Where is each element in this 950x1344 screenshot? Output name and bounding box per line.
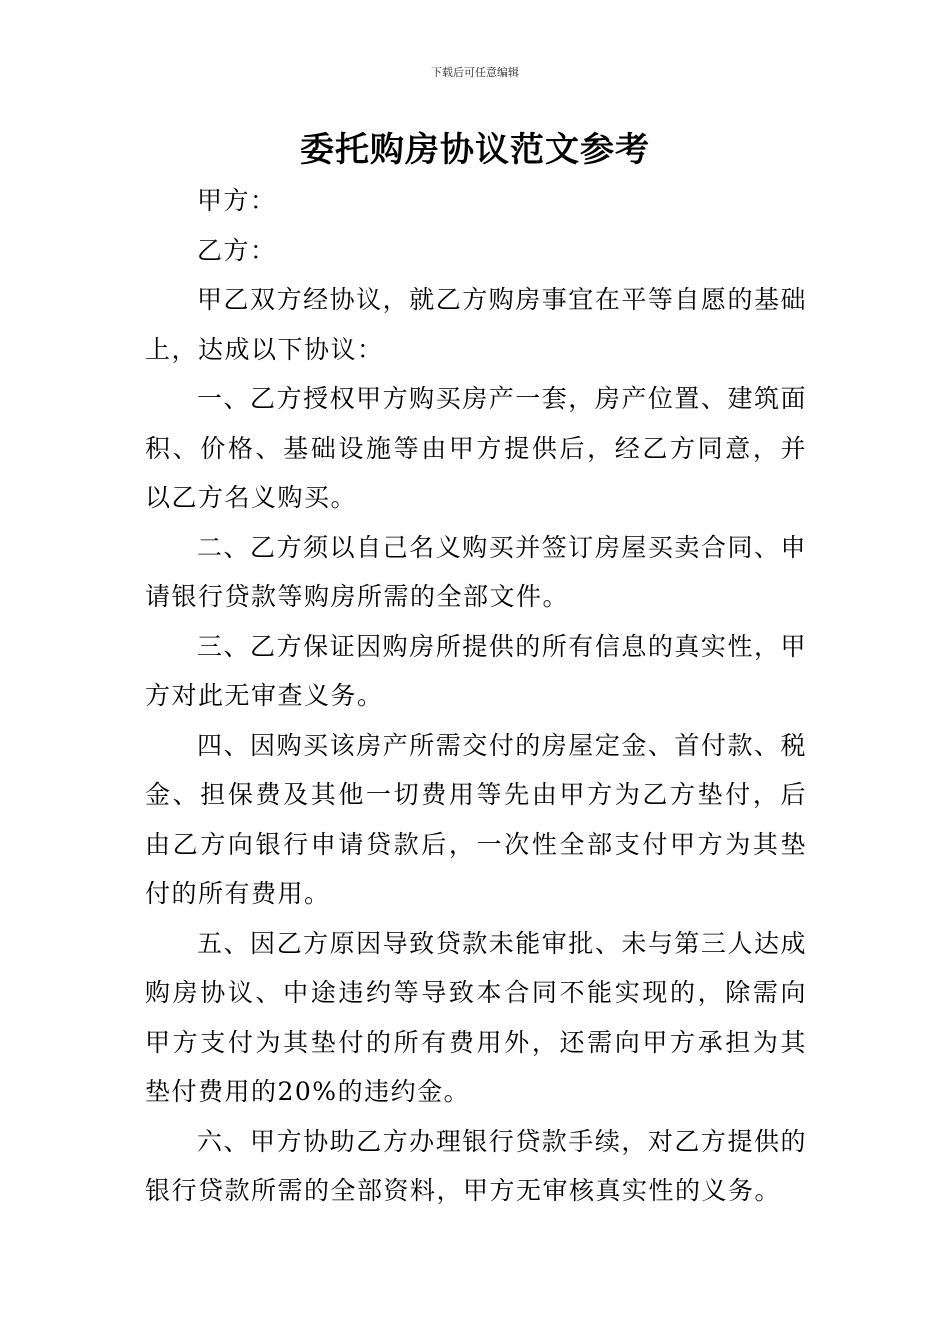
party-b-line: 乙方：	[197, 235, 277, 265]
clause-1-paragraph: 一、乙方授权甲方购买房产一套，房产位置、建筑面积、价格、基础设施等由甲方提供后，经乙方同意，并以乙方名义购买。	[145, 384, 807, 512]
clause-3-paragraph: 三、乙方保证因购房所提供的所有信息的真实性，甲方对此无审查义务。	[145, 631, 807, 710]
clause-2-paragraph: 二、乙方须以自己名义购买并签订房屋买卖合同、申请银行贷款等购房所需的全部文件。	[145, 532, 807, 611]
clause-6-paragraph: 六、甲方协助乙方办理银行贷款手续，对乙方提供的银行贷款所需的全部资料，甲方无审核真实性的义务。	[145, 1126, 807, 1205]
clause-5-paragraph: 五、因乙方原因导致贷款未能审批、未与第三人达成购房协议、中途违约等导致本合同不能实现的，除需向甲方支付为其垫付的所有费用外，还需向甲方承担为其垫付费用的20%的违约金。	[145, 928, 807, 1106]
clause-4-paragraph: 四、因购买该房产所需交付的房屋定金、首付款、税金、担保费及其他一切费用等先由甲方为乙方垫付，后由乙方向银行申请贷款后，一次性全部支付甲方为其垫付的所有费用。	[145, 730, 807, 908]
party-a-line: 甲方：	[197, 186, 277, 215]
header-note: 下载后可任意编辑	[431, 66, 519, 79]
intro-paragraph: 甲乙双方经协议，就乙方购房事宜在平等自愿的基础上，达成以下协议：	[145, 285, 807, 364]
document-title: 委托购房协议范文参考	[300, 130, 650, 170]
document-body	[145, 176, 807, 1216]
